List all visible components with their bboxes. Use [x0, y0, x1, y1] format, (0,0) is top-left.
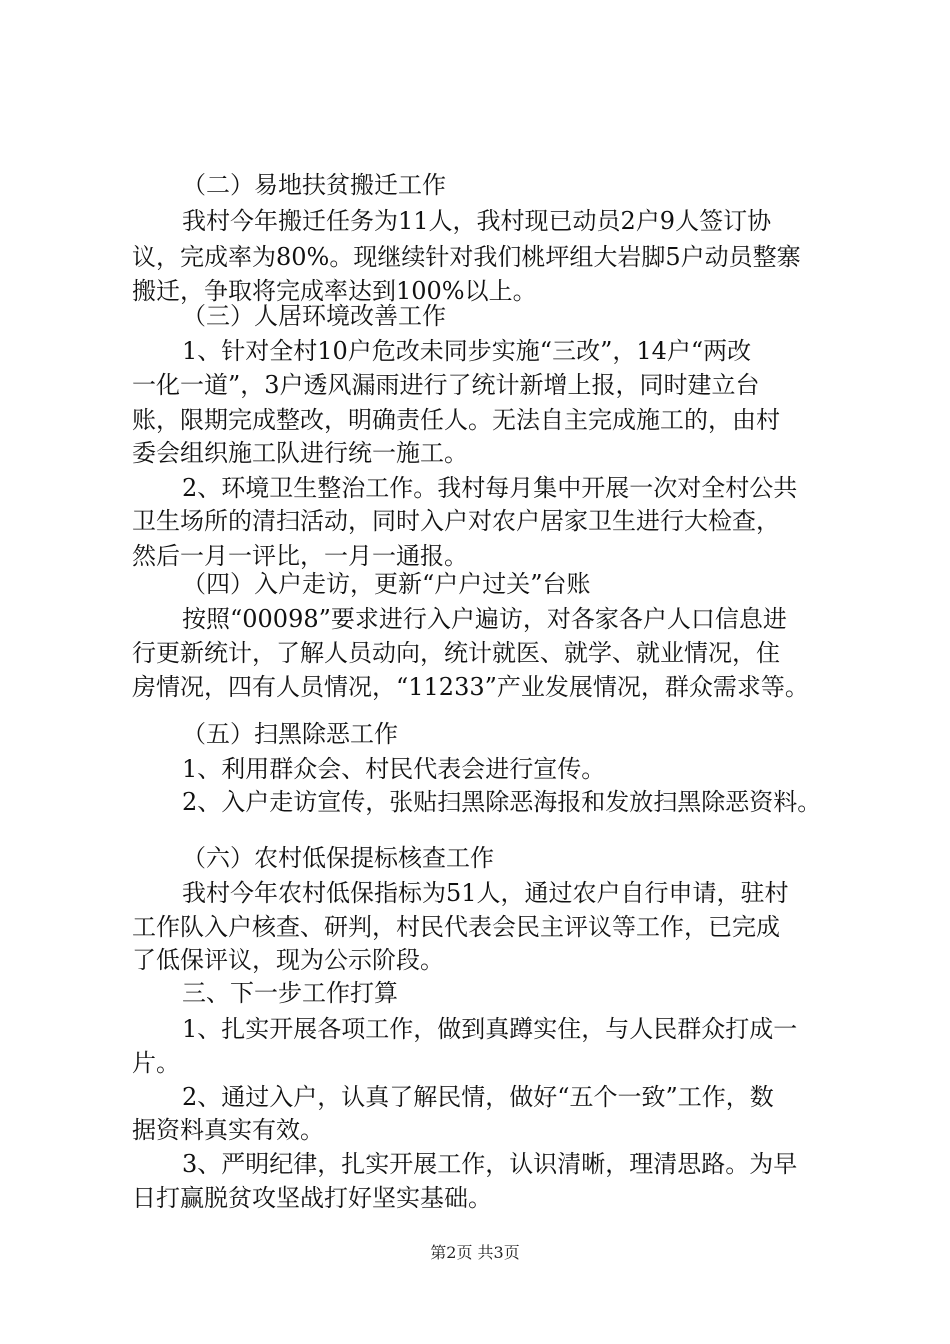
section-heading-4: （四）入户走访，更新“户户过关”台账 — [182, 570, 591, 598]
paragraph-line: 卫生场所的清扫活动，同时入户对农户居家卫生进行大检查， — [132, 507, 780, 535]
paragraph-line: 2、通过入户，认真了解民情，做好“五个一致”工作，数 — [182, 1083, 774, 1111]
section-heading-next-steps: 三、下一步工作打算 — [182, 979, 398, 1007]
paragraph-line: 议，完成率为80%。现继续针对我们桃坪组大岩脚5户动员整寨 — [132, 243, 801, 271]
section-heading-5: （五）扫黑除恶工作 — [182, 720, 398, 748]
paragraph-line: 1、利用群众会、村民代表会进行宣传。 — [182, 755, 606, 783]
paragraph-line: 1、扎实开展各项工作，做到真蹲实住，与人民群众打成一 — [182, 1015, 798, 1043]
paragraph-line: 按照“00098”要求进行入户遍访，对各家各户人口信息进 — [182, 605, 787, 633]
paragraph-line: 我村今年搬迁任务为11人，我村现已动员2户9人签订协 — [182, 207, 772, 235]
paragraph-line: 账，限期完成整改，明确责任人。无法自主完成施工的，由村 — [132, 406, 780, 434]
paragraph-line: 2、入户走访宣传，张贴扫黑除恶海报和发放扫黑除恶资料。 — [182, 788, 822, 816]
paragraph-line: 2、环境卫生整治工作。我村每月集中开展一次对全村公共 — [182, 474, 798, 502]
paragraph-line: 然后一月一评比，一月一通报。 — [132, 542, 468, 570]
paragraph-line: 3、严明纪律，扎实开展工作，认识清晰，理清思路。为早 — [182, 1150, 798, 1178]
paragraph-line: 工作队入户核查、研判，村民代表会民主评议等工作，已完成 — [132, 913, 780, 941]
paragraph-line: 行更新统计，了解人员动向，统计就医、就学、就业情况，住 — [132, 639, 780, 667]
paragraph-line: 了低保评议，现为公示阶段。 — [132, 946, 444, 974]
paragraph-line: 据资料真实有效。 — [132, 1116, 324, 1144]
section-heading-2: （二）易地扶贫搬迁工作 — [182, 171, 446, 199]
paragraph-line: 日打赢脱贫攻坚战打好坚实基础。 — [132, 1184, 492, 1212]
paragraph-line: 我村今年农村低保指标为51人，通过农户自行申请，驻村 — [182, 879, 789, 907]
section-heading-3: （三）人居环境改善工作 — [182, 302, 446, 330]
paragraph-line: 搬迁，争取将完成率达到100%以上。 — [132, 277, 537, 305]
paragraph-line: 1、针对全村10户危改未同步实施“三改”，14户“两改 — [182, 337, 752, 365]
paragraph-line: 一化一道”，3户透风漏雨进行了统计新增上报，同时建立台 — [132, 371, 760, 399]
page-number: 第2页 共3页 — [430, 1243, 520, 1262]
paragraph-line: 委会组织施工队进行统一施工。 — [132, 439, 468, 467]
paragraph-line: 片。 — [132, 1049, 180, 1077]
section-heading-6: （六）农村低保提标核查工作 — [182, 844, 494, 872]
paragraph-line: 房情况，四有人员情况，“11233”产业发展情况，群众需求等。 — [132, 673, 809, 701]
